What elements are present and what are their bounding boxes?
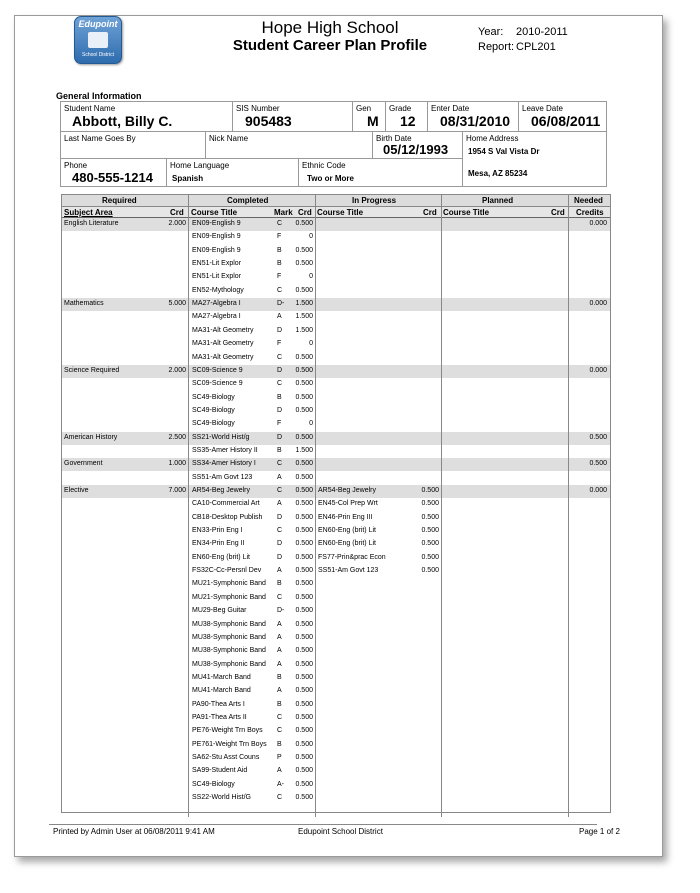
in-progress-course: SS51-Am Govt 123: [318, 567, 379, 575]
course-title: EN09-English 9: [192, 246, 241, 254]
table-row: [62, 392, 610, 405]
course-title: CB18-Desktop Publish: [192, 513, 263, 521]
mark: B: [277, 700, 282, 708]
in-progress-credits: 0.500: [421, 553, 439, 561]
in-progress-credits: 0.500: [421, 513, 439, 521]
page-number: Page 1 of 2: [579, 827, 620, 836]
mark: D: [277, 326, 283, 334]
course-title: MA31-Alt Geometry: [192, 326, 254, 334]
mark: C: [277, 220, 283, 227]
year-label: Year:: [478, 26, 504, 38]
group-in-progress: In Progress: [352, 196, 397, 205]
address-label: Home Address: [466, 134, 519, 143]
course-title: MU21-Symphonic Band: [192, 580, 266, 588]
mark: A-: [277, 780, 284, 788]
table-row: [62, 578, 610, 591]
table-row: [62, 512, 610, 525]
leave-date: 06/08/2011: [531, 113, 601, 129]
report-value: CPL201: [516, 41, 556, 53]
divider: [462, 131, 463, 186]
course-title: EN34-Prin Eng II: [192, 540, 245, 548]
table-row: [62, 311, 610, 324]
mark: P: [277, 754, 282, 761]
enter-date-label: Enter Date: [431, 104, 470, 113]
course-title: PE761-Weight Trn Boys: [192, 740, 267, 748]
credits: 0.500: [295, 620, 313, 628]
address-line2: Mesa, AZ 85234: [468, 169, 528, 178]
mark: B: [277, 260, 282, 268]
course-title: SS22-World Hist/G: [192, 794, 251, 802]
credits: 0.500: [295, 527, 313, 535]
credits: 0.500: [295, 473, 313, 481]
mark: A: [277, 500, 282, 508]
course-title: MU38-Symphonic Band: [192, 633, 266, 641]
table-row: [62, 792, 610, 805]
credits: 0.500: [295, 567, 313, 575]
address-line1: 1954 S Val Vista Dr: [468, 147, 540, 156]
course-title: CA10-Commercial Art: [192, 500, 260, 508]
table-row: [62, 298, 610, 311]
credits: 0.500: [295, 767, 313, 775]
required-credits: 2.000: [168, 220, 186, 227]
divider: [60, 131, 606, 132]
divider: [315, 195, 316, 817]
course-title: EN52-Mythology: [192, 286, 244, 294]
table-row: [62, 245, 610, 258]
required-credits: 5.000: [168, 300, 186, 308]
table-row: [62, 659, 610, 672]
mark: F: [277, 340, 282, 348]
course-title: MU41-March Band: [192, 673, 251, 681]
course-table: [61, 194, 611, 813]
col-subject-area: Subject Area: [64, 208, 113, 217]
col-ip-crd: Crd: [423, 208, 437, 217]
mark: A: [277, 633, 282, 641]
table-row: [62, 605, 610, 618]
course-title: EN09-English 9: [192, 233, 241, 241]
course-title: SC49-Biology: [192, 780, 235, 788]
student-name: Abbott, Billy C.: [72, 113, 173, 129]
course-title: SC09-Science 9: [192, 380, 243, 388]
birth-date: 05/12/1993: [383, 142, 449, 157]
credits: 0.500: [295, 700, 313, 708]
course-title: PE76-Weight Trn Boys: [192, 727, 263, 735]
course-title: SC49-Biology: [192, 393, 235, 401]
table-row: [62, 779, 610, 792]
credits: 0.500: [295, 513, 313, 521]
needed-credits: 0.500: [589, 460, 607, 468]
table-row: [62, 672, 610, 685]
credits: 0.500: [295, 433, 313, 441]
grade-label: Grade: [389, 104, 412, 113]
subject-area: Science Required: [64, 366, 120, 374]
footer-divider: [49, 824, 597, 825]
course-title: FS32C-Cc-Persnl Dev: [192, 567, 262, 575]
divider: [568, 195, 569, 817]
mark: F: [277, 273, 282, 281]
divider: [60, 186, 606, 187]
group-needed: Needed: [574, 196, 603, 205]
divider: [441, 195, 442, 817]
credits: 0.500: [295, 460, 313, 468]
required-credits: 1.000: [168, 460, 186, 468]
course-title: MA31-Alt Geometry: [192, 340, 254, 348]
subject-area: English Literature: [64, 220, 119, 227]
mark: D: [277, 406, 283, 414]
phone-label: Phone: [64, 161, 88, 170]
divider: [60, 101, 61, 187]
col-pl-crd: Crd: [551, 208, 565, 217]
mark: F: [277, 420, 282, 428]
table-row: [62, 699, 610, 712]
divider: [166, 158, 167, 186]
course-title: SS34-Amer History I: [192, 460, 256, 468]
credits: 0.500: [295, 380, 313, 388]
table-row: [62, 352, 610, 365]
divider: [385, 102, 386, 131]
credits: 0.500: [295, 713, 313, 721]
credits: 0.500: [295, 647, 313, 655]
required-credits: 2.000: [168, 366, 186, 374]
table-row: [62, 712, 610, 725]
course-title: EN09-English 9: [192, 220, 241, 227]
credits: 0.500: [295, 246, 313, 254]
table-row: [62, 565, 610, 578]
credits: 1.500: [295, 300, 313, 308]
divider: [60, 101, 606, 102]
credits: 0.500: [295, 660, 313, 668]
table-row: [62, 739, 610, 752]
subject-area: American History: [64, 433, 118, 441]
mark: D-: [277, 300, 285, 308]
table-row: [62, 552, 610, 565]
course-title: SA62-Stu Asst Couns: [192, 754, 260, 761]
credits: 0.500: [295, 740, 313, 748]
course-title: SS21-World Hist/g: [192, 433, 250, 441]
mark: D: [277, 553, 283, 561]
table-row: [62, 458, 610, 471]
phone-value: 480-555-1214: [72, 170, 153, 185]
nick-name-label: Nick Name: [209, 134, 249, 143]
table-row: [62, 365, 610, 378]
divider: [352, 102, 353, 131]
sis-label: SIS Number: [236, 104, 280, 113]
mark: D: [277, 433, 283, 441]
credits: 0.500: [295, 607, 313, 615]
divider: [60, 158, 462, 159]
district-name: Edupoint School District: [298, 827, 383, 836]
edupoint-logo-icon: [74, 16, 122, 64]
col-crd: Crd: [298, 208, 312, 217]
credits: 0.500: [295, 260, 313, 268]
table-row: [62, 231, 610, 244]
mark: C: [277, 727, 283, 735]
mark: A: [277, 473, 282, 481]
col-req-crd: Crd: [170, 208, 184, 217]
in-progress-course: AR54-Beg Jewelry: [318, 487, 376, 494]
course-title: SS35-Amer History II: [192, 446, 258, 454]
birth-date-label: Birth Date: [376, 134, 412, 143]
course-title: MU41-March Band: [192, 687, 251, 695]
credits: 0.500: [295, 500, 313, 508]
table-row: [62, 765, 610, 778]
in-progress-credits: 0.500: [421, 527, 439, 535]
divider: [188, 195, 189, 817]
table-row: [62, 285, 610, 298]
credits: 0: [309, 340, 313, 348]
table-row: [62, 472, 610, 485]
table-row: [62, 338, 610, 351]
table-row: [62, 685, 610, 698]
mark: D: [277, 540, 283, 548]
credits: 0.500: [295, 393, 313, 401]
mark: F: [277, 233, 282, 241]
credits: 1.500: [295, 446, 313, 454]
course-title: MU21-Symphonic Band: [192, 593, 266, 601]
mark: C: [277, 593, 283, 601]
mark: C: [277, 353, 283, 361]
group-planned: Planned: [482, 196, 514, 205]
mark: A: [277, 647, 282, 655]
col-pl-course-title: Course Title: [443, 208, 490, 217]
table-row: [62, 405, 610, 418]
mark: B: [277, 446, 282, 454]
course-title: EN60-Eng (brit) Lit: [192, 553, 250, 561]
grade-value: 12: [400, 113, 416, 129]
table-row: [62, 538, 610, 551]
credits: 0.500: [295, 366, 313, 374]
divider: [606, 101, 607, 187]
logo-subtext: School District: [82, 52, 114, 58]
course-title: SS51-Am Govt 123: [192, 473, 253, 481]
credits: 0.500: [295, 727, 313, 735]
subject-area: Government: [64, 460, 103, 468]
in-progress-course: FS77-Prin&prac Econ: [318, 553, 386, 561]
mark: B: [277, 393, 282, 401]
credits: 0: [309, 420, 313, 428]
course-title: SA99-Student Aid: [192, 767, 248, 775]
mark: A: [277, 620, 282, 628]
course-title: MA27-Algebra I: [192, 300, 241, 308]
mark: C: [277, 794, 283, 802]
table-row: [62, 271, 610, 284]
table-row: [62, 445, 610, 458]
subject-area: Elective: [64, 487, 89, 494]
mark: C: [277, 527, 283, 535]
report-label: Report:: [478, 41, 515, 53]
credits: 0.500: [295, 593, 313, 601]
in-progress-credits: 0.500: [421, 540, 439, 548]
sis-number: 905483: [245, 113, 292, 129]
leave-date-label: Leave Date: [522, 104, 563, 113]
col-course-title: Course Title: [191, 208, 238, 217]
course-title: PA90-Thea Arts I: [192, 700, 245, 708]
in-progress-course: EN60-Eng (brit) Lit: [318, 540, 376, 548]
course-title: EN51-Lit Explor: [192, 273, 242, 281]
divider: [232, 102, 233, 131]
course-title: MA27-Algebra I: [192, 313, 241, 321]
table-row: [62, 752, 610, 765]
col-ip-course-title: Course Title: [317, 208, 364, 217]
table-row: [62, 645, 610, 658]
mark: C: [277, 460, 283, 468]
needed-credits: 0.500: [589, 433, 607, 441]
mark: D: [277, 366, 283, 374]
divider: [298, 158, 299, 186]
table-row: [62, 418, 610, 431]
credits: 0.500: [295, 406, 313, 414]
in-progress-credits: 0.500: [421, 500, 439, 508]
credits: 0.500: [295, 286, 313, 294]
mark: D-: [277, 607, 285, 615]
course-title: EN33-Prin Eng I: [192, 527, 243, 535]
year-field: [478, 26, 568, 38]
section-title: General Information: [56, 91, 142, 101]
credits: 0.500: [295, 794, 313, 802]
school-name: Hope High School: [261, 18, 399, 37]
logo-text: Edupoint: [78, 19, 118, 29]
mark: A: [277, 687, 282, 695]
course-title: MU38-Symphonic Band: [192, 660, 266, 668]
divider: [205, 131, 206, 158]
mark: B: [277, 580, 282, 588]
course-title: AR54-Beg Jewelry: [192, 487, 250, 494]
group-completed: Completed: [227, 196, 269, 205]
credits: 0.500: [295, 487, 313, 494]
mark: C: [277, 487, 283, 494]
needed-credits: 0.000: [589, 487, 607, 494]
subject-area: Mathematics: [64, 300, 104, 308]
course-title: SC09-Science 9: [192, 366, 243, 374]
course-title: EN51-Lit Explor: [192, 260, 242, 268]
needed-credits: 0.000: [589, 300, 607, 308]
in-progress-credits: 0.500: [421, 487, 439, 494]
table-row: [62, 325, 610, 338]
required-credits: 2.500: [168, 433, 186, 441]
printed-by: Printed by Admin User at 06/08/2011 9:41 AM: [53, 827, 215, 836]
credits: 0.500: [295, 687, 313, 695]
credits: 0.500: [295, 580, 313, 588]
book-icon: [88, 32, 108, 48]
mark: C: [277, 286, 283, 294]
credits: 0.500: [295, 673, 313, 681]
course-title: SC49-Biology: [192, 406, 235, 414]
table-row: [62, 378, 610, 391]
course-title: MA31-Alt Geometry: [192, 353, 254, 361]
report-field: [478, 41, 556, 53]
credits: 0.500: [295, 220, 313, 227]
table-row: [62, 632, 610, 645]
in-progress-course: EN45-Col Prep Wrt: [318, 500, 378, 508]
table-row: [62, 619, 610, 632]
last-name-label: Last Name Goes By: [64, 134, 136, 143]
in-progress-course: EN60-Eng (brit) Lit: [318, 527, 376, 535]
divider: [372, 131, 373, 158]
needed-credits: 0.000: [589, 366, 607, 374]
student-name-label: Student Name: [64, 104, 116, 113]
table-row: [62, 498, 610, 511]
col-credits: Credits: [576, 208, 604, 217]
table-row: [62, 485, 610, 498]
course-title: PA91-Thea Arts II: [192, 713, 247, 721]
mark: B: [277, 246, 282, 254]
mark: C: [277, 713, 283, 721]
credits: 0.500: [295, 353, 313, 361]
gen-label: Gen: [356, 104, 372, 113]
divider: [427, 102, 428, 131]
credits: 1.500: [295, 313, 313, 321]
language-label: Home Language: [170, 161, 230, 170]
language-value: Spanish: [172, 174, 204, 183]
col-mark: Mark: [274, 208, 293, 217]
table-row: [62, 525, 610, 538]
credits: 0.500: [295, 754, 313, 761]
credits: 0.500: [295, 540, 313, 548]
required-credits: 7.000: [168, 487, 186, 494]
credits: 1.500: [295, 326, 313, 334]
mark: B: [277, 740, 282, 748]
credits: 0.500: [295, 553, 313, 561]
in-progress-credits: 0.500: [421, 567, 439, 575]
credits: 0.500: [295, 780, 313, 788]
course-title: MU38-Symphonic Band: [192, 647, 266, 655]
column-header-row: [62, 207, 610, 218]
table-row: [62, 592, 610, 605]
table-row: [62, 258, 610, 271]
mark: A: [277, 567, 282, 575]
table-row: [62, 725, 610, 738]
course-title: MU29-Beg Guitar: [192, 607, 247, 615]
in-progress-course: EN46-Prin Eng III: [318, 513, 373, 521]
mark: A: [277, 660, 282, 668]
course-title: MU38-Symphonic Band: [192, 620, 266, 628]
table-row: [62, 218, 610, 231]
mark: A: [277, 767, 282, 775]
table-row: [62, 432, 610, 445]
mark: A: [277, 313, 282, 321]
mark: B: [277, 673, 282, 681]
mark: D: [277, 513, 283, 521]
year-value: 2010-2011: [516, 26, 568, 38]
credits: 0: [309, 233, 313, 241]
report-title: Student Career Plan Profile: [232, 37, 428, 54]
ethnic-label: Ethnic Code: [302, 161, 346, 170]
needed-credits: 0.000: [589, 220, 607, 227]
divider: [518, 102, 519, 131]
credits: 0: [309, 273, 313, 281]
credits: 0.500: [295, 633, 313, 641]
course-title: SC49-Biology: [192, 420, 235, 428]
gen-value: M: [367, 113, 379, 129]
ethnic-value: Two or More: [307, 174, 354, 183]
enter-date: 08/31/2010: [440, 113, 511, 129]
mark: C: [277, 380, 283, 388]
group-header-row: [62, 195, 610, 207]
group-required: Required: [102, 196, 137, 205]
